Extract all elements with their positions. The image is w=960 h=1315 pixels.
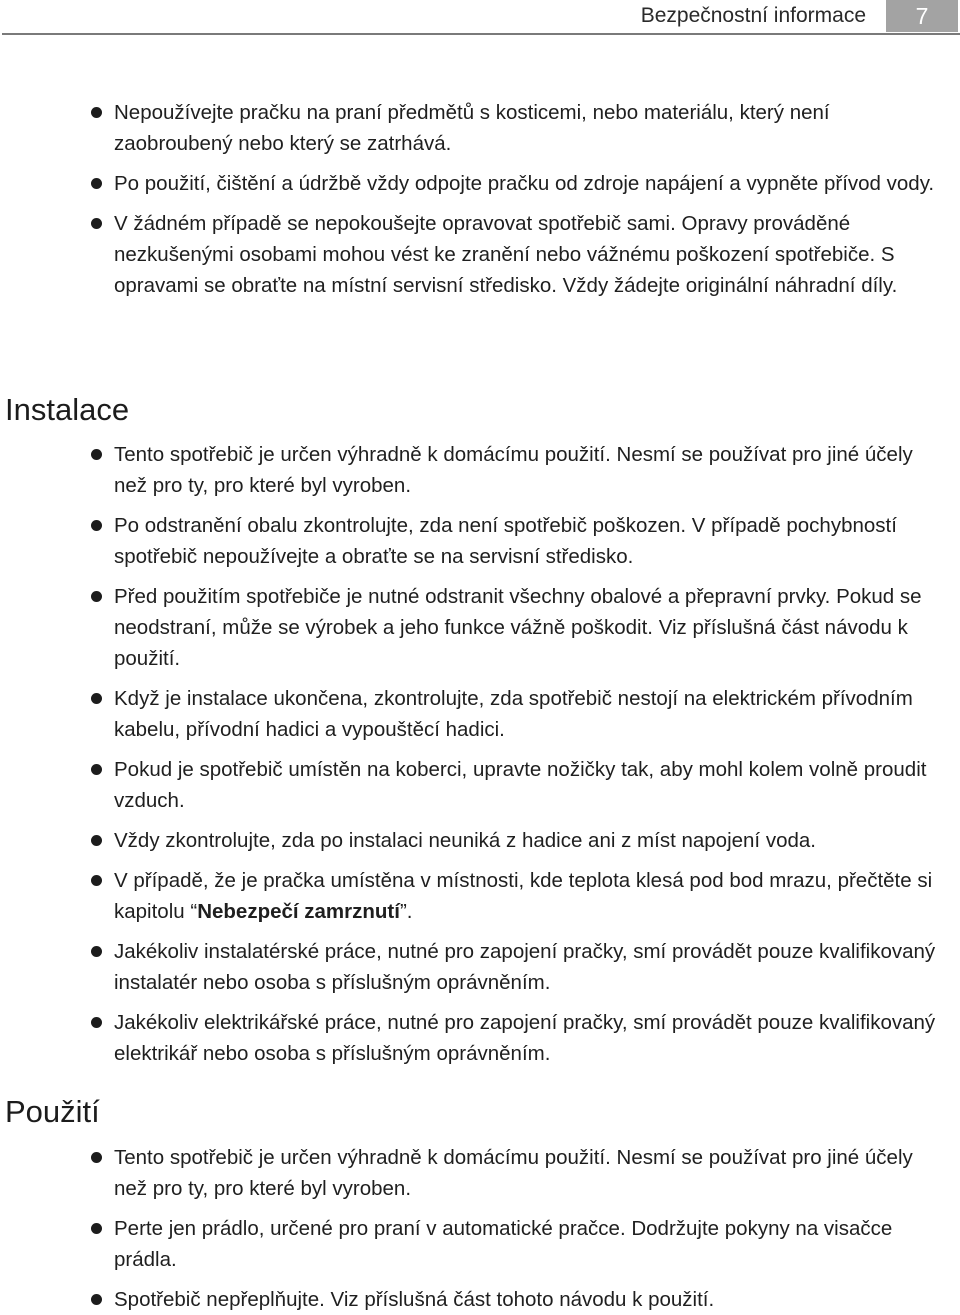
list-item-text-after: ”. [399,900,413,923]
bullet-icon [91,946,102,957]
list-item-text: Spotřebič nepřeplňujte. Viz příslušná část tohoto návodu k použití. [114,1288,715,1311]
page-number-box [886,0,958,32]
section-heading-instalace: Instalace [5,392,130,427]
section-heading-pouziti: Použití [5,1094,100,1129]
list-item-text: Tento spotřebič je určen výhradně k domácímu použití. Nesmí se používat pro jiné účely než pro ty, pro které byl vyroben. [114,1146,913,1200]
header-title: Bezpečnostní informace [640,4,866,27]
bullet-icon [91,1017,102,1028]
list-item [0,1142,960,1204]
list-item [0,97,960,159]
list-item [0,1007,960,1069]
bullet-icon [91,1294,102,1305]
bullet-icon [91,693,102,704]
pouziti-list [0,1142,960,1315]
list-item-text: Perte jen prádlo, určené pro praní v automatické pračce. Dodržujte pokyny na visačce prádla. [114,1217,893,1271]
bullet-icon [91,178,102,189]
list-item-text: Vždy zkontrolujte, zda po instalaci neuniká z hadice ani z míst napojení voda. [114,829,816,852]
page-header [0,0,960,34]
list-item [0,1284,960,1315]
list-item [0,581,960,674]
bullet-icon [91,218,102,229]
bullet-icon [91,835,102,846]
header-divider [2,33,960,35]
chapter-reference: Nebezpečí zamrznutí [197,900,400,923]
list-item [0,1213,960,1275]
list-item-text: Tento spotřebič je určen výhradně k domácímu použití. Nesmí se používat pro jiné účely než pro ty, pro které byl vyroben. [114,443,913,497]
list-item-text: Jakékoliv elektrikářské práce, nutné pro zapojení pračky, smí provádět pouze kvalifikovaný elektrikář nebo osoba s příslušným oprávněním. [114,1011,936,1065]
bullet-icon [91,449,102,460]
bullet-icon [91,591,102,602]
list-item [0,510,960,572]
bullet-icon [91,875,102,886]
list-item [0,825,960,856]
list-item [0,865,960,927]
list-item-text-before: V případě, že je pračka umístěna v místnosti, kde teplota klesá pod bod mrazu, přečtěte si kapitolu “ [114,869,933,923]
list-item-text: V žádném případě se nepokoušejte opravovat spotřebič sami. Opravy prováděné nezkušenými osobami mohou vést ke zranění nebo vážnému poškození spotřebiče. S opravami se obraťte na místní servisní středisko. Vždy žádejte originální náhradní díly. [114,212,898,297]
page-number: 7 [915,3,929,29]
bullet-icon [91,1152,102,1163]
list-item [0,168,960,199]
bullet-icon [91,520,102,531]
bullet-icon [91,107,102,118]
intro-list [0,97,960,301]
list-item-text: Po použití, čištění a údržbě vždy odpojte pračku od zdroje napájení a vypněte přívod vody. [114,172,935,195]
list-item [0,208,960,301]
list-item-text: Když je instalace ukončena, zkontrolujte, zda spotřebič nestojí na elektrickém přívodním kabelu, přívodní hadici a vypouštěcí hadici. [114,687,913,741]
list-item [0,754,960,816]
list-item [0,439,960,501]
list-item-text: Nepoužívejte pračku na praní předmětů s kosticemi, nebo materiálu, který není zaobroubený nebo který se zatrhává. [114,101,830,155]
bullet-icon [91,764,102,775]
bullet-icon [91,1223,102,1234]
list-item-text: Po odstranění obalu zkontrolujte, zda není spotřebič poškozen. V případě pochybností spotřebič nepoužívejte a obraťte se na servisní středisko. [114,514,897,568]
list-item-text: Před použitím spotřebiče je nutné odstranit všechny obalové a přepravní prvky. Pokud se neodstraní, může se výrobek a jeho funkce vážně poškodit. Viz příslušná část návodu k použití. [114,585,922,670]
instalace-list [0,439,960,1069]
list-item [0,683,960,745]
list-item-text: Pokud je spotřebič umístěn na koberci, upravte nožičky tak, aby mohl kolem volně proudit vzduch. [114,758,927,812]
list-item-text: Jakékoliv instalatérské práce, nutné pro zapojení pračky, smí provádět pouze kvalifikovaný instalatér nebo osoba s příslušným oprávněním. [114,940,936,994]
list-item [0,936,960,998]
